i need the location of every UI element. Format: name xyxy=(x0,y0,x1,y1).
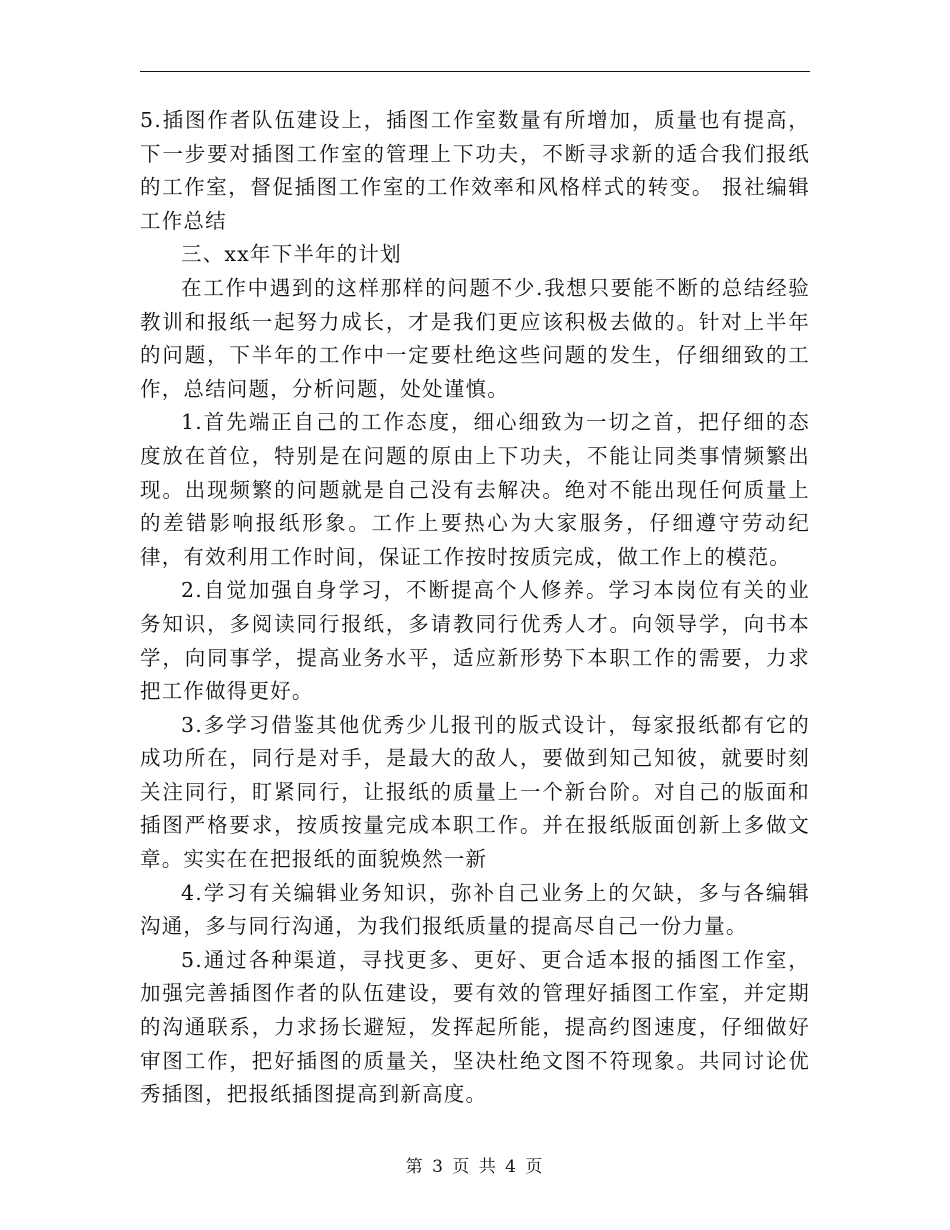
paragraph-intro-plan: 在工作中遇到的这样那样的问题不少.我想只要能不断的总结经验教训和报纸一起努力成长，才是我们更应该积极去做的。针对上半年的问题，下半年的工作中一定要杜绝这些问题的发生，仔细细致的工作，总结问题，分析问题，处处谨慎。 xyxy=(140,275,810,401)
page-number-footer: 第 3 页 共 4 页 xyxy=(405,1157,545,1177)
document-body xyxy=(140,104,810,1112)
paragraph-plan-item-1: 1.首先端正自己的工作态度，细心细致为一切之首，把仔细的态度放在首位，特别是在问题的原由上下功夫，不能让同类事情频繁出现。出现频繁的问题就是自己没有去解决。绝对不能出现任何质量上的差错影响报纸形象。工作上要热心为大家服务，仔细遵守劳动纪律，有效利用工作时间，保证工作按时按质完成，做工作上的模范。 xyxy=(140,410,810,569)
paragraph-plan-item-3: 3.多学习借鉴其他优秀少儿报刊的版式设计，每家报纸都有它的成功所在，同行是对手，是最大的敌人，要做到知己知彼，就要时刻关注同行，盯紧同行，让报纸的质量上一个新台阶。对自己的版面和插图严格要求，按质按量完成本职工作。并在报纸版面创新上多做文章。实实在在把报纸的面貌焕然一新 xyxy=(140,712,810,872)
section-heading-plan: 三、xx年下半年的计划 xyxy=(181,242,402,267)
paragraph-plan-item-4: 4.学习有关编辑业务知识，弥补自己业务上的欠缺，多与各编辑沟通，多与同行沟通，为我们报纸质量的提高尽自己一份力量。 xyxy=(140,880,810,939)
paragraph-plan-item-2: 2.自觉加强自身学习，不断提高个人修养。学习本岗位有关的业务知识，多阅读同行报纸，多请教同行优秀人才。向领导学，向书本学，向同事学，提高业务水平，适应新形势下本职工作的需要，力求把工作做得更好。 xyxy=(140,578,810,704)
paragraph-illustrator-team: 5.插图作者队伍建设上，插图工作室数量有所增加，质量也有提高，下一步要对插图工作室的管理上下功夫，不断寻求新的适合我们报纸的工作室，督促插图工作室的工作效率和风格样式的转变。 报社编辑工作总结 xyxy=(140,108,810,233)
header-rule xyxy=(140,71,810,72)
paragraph-plan-item-5: 5.通过各种渠道，寻找更多、更好、更合适本报的插图工作室，加强完善插图作者的队伍建设，要有效的管理好插图工作室，并定期的沟通联系，力求扬长避短，发挥起所能，提高约图速度，仔细做好审图工作，把好插图的质量关，坚决杜绝文图不符现象。共同讨论优秀插图，把报纸插图提高到新高度。 xyxy=(140,947,810,1107)
